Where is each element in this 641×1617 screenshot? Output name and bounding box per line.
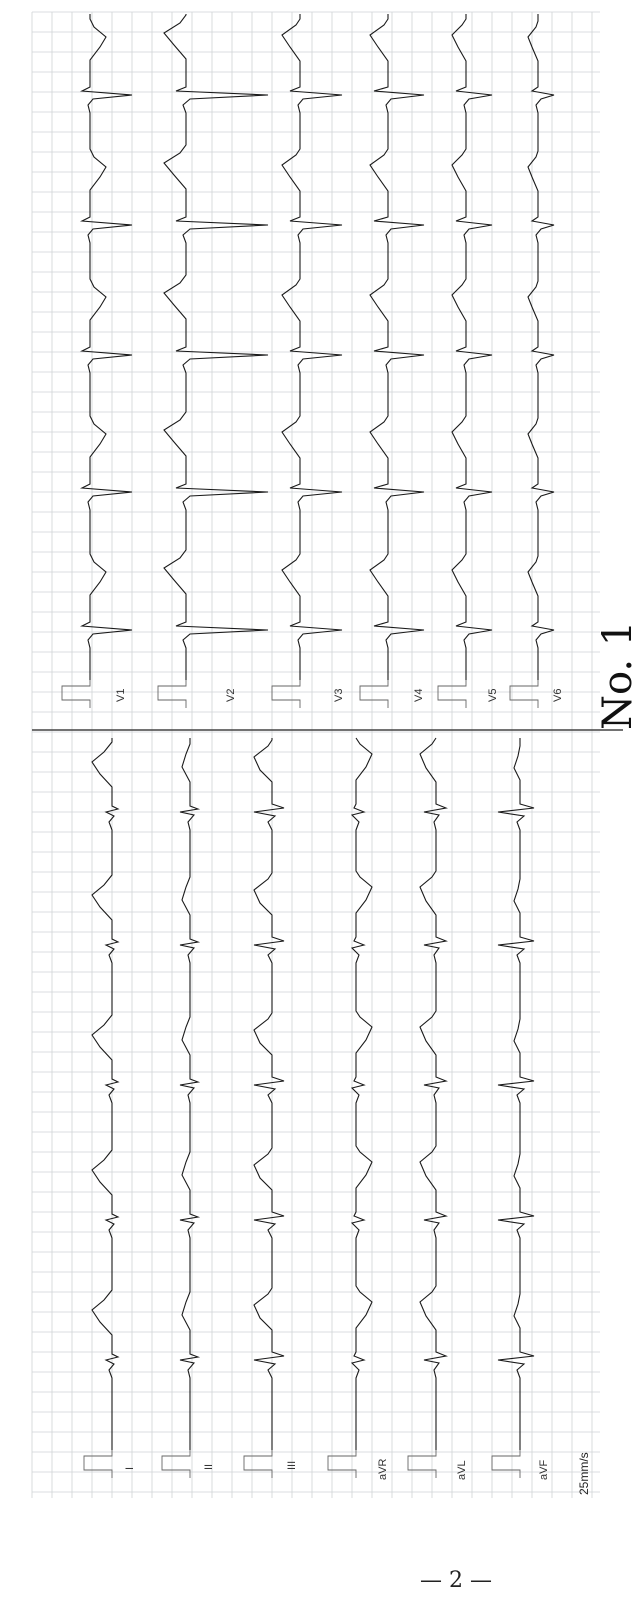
paper-speed: 25mm/s bbox=[577, 1452, 591, 1495]
ecg-trace-limb bbox=[352, 738, 372, 1450]
calibration-pulse bbox=[162, 1450, 190, 1478]
calibration-pulse bbox=[62, 680, 90, 708]
lead-label-v4: V4 bbox=[413, 688, 425, 702]
ecg-trace-chest bbox=[82, 14, 132, 680]
ecg-trace-limb bbox=[254, 738, 284, 1450]
lead-label-ii: II bbox=[203, 1463, 215, 1470]
calibration-pulse bbox=[244, 1450, 272, 1478]
lead-label-avl: aVL bbox=[456, 1460, 468, 1480]
lead-label-v3: V3 bbox=[333, 688, 345, 702]
ecg-grid bbox=[32, 12, 600, 1498]
lead-label-avf: aVF bbox=[538, 1459, 550, 1480]
calibration-pulse bbox=[492, 1450, 520, 1478]
ecg-trace-chest bbox=[370, 14, 424, 680]
calibration-pulse bbox=[510, 680, 538, 708]
lead-label-avr: aVR bbox=[377, 1458, 389, 1480]
ecg-trace-limb bbox=[420, 738, 446, 1450]
record-heading: No. 1 bbox=[595, 620, 641, 730]
lead-label-iii: III bbox=[286, 1460, 298, 1470]
ecg-traces bbox=[62, 14, 554, 1478]
lead-label-v5: V5 bbox=[487, 688, 499, 702]
lead-label-v1: V1 bbox=[115, 688, 127, 702]
ecg-trace-limb bbox=[92, 738, 118, 1450]
page-number: — 2 — bbox=[420, 1568, 492, 1593]
lead-label-v6: V6 bbox=[552, 688, 564, 702]
ecg-trace-limb bbox=[180, 738, 198, 1450]
calibration-pulse bbox=[272, 680, 300, 708]
calibration-pulse bbox=[360, 680, 388, 708]
calibration-pulse bbox=[84, 1450, 112, 1478]
lead-label-v2: V2 bbox=[225, 688, 237, 702]
ecg-trace-limb bbox=[498, 738, 534, 1450]
lead-label-i: I bbox=[124, 1466, 136, 1470]
